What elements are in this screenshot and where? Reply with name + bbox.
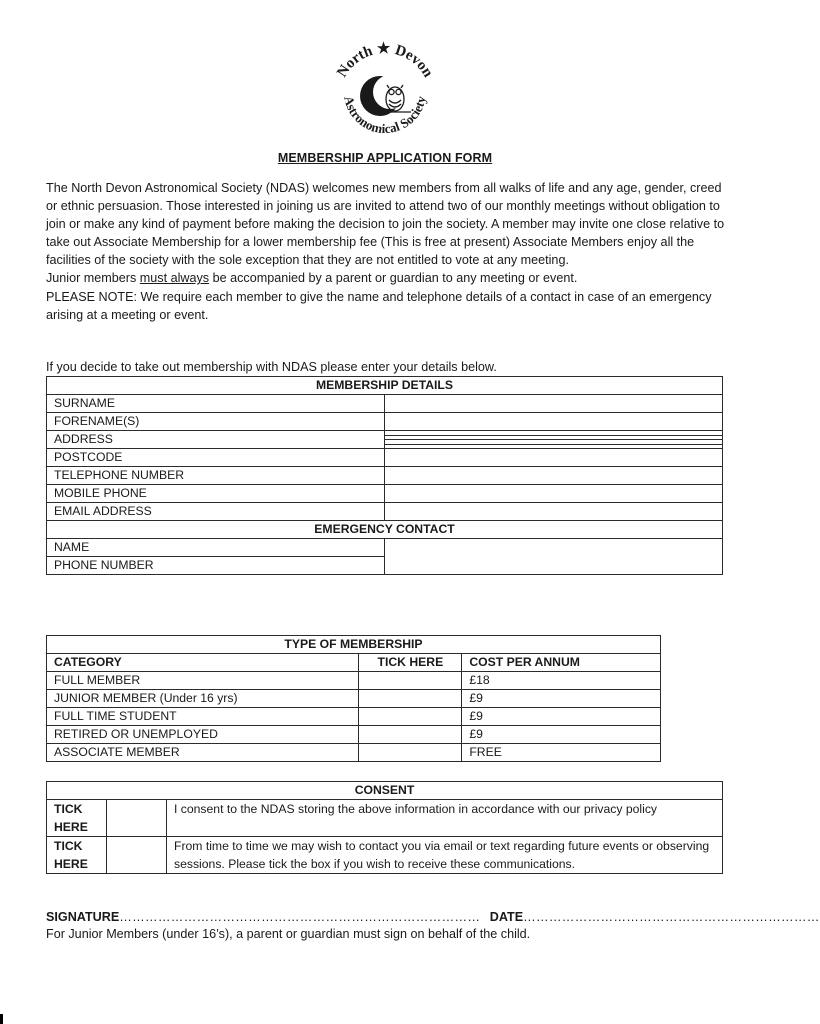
address-label: ADDRESS (47, 431, 385, 449)
form-title: MEMBERSHIP APPLICATION FORM (277, 151, 493, 165)
consent-contact-text: From time to time we may wish to contact you via email or text regarding future events or observing sessions. Please tick the box if you wish to receive these communications. (167, 837, 723, 874)
membership-type-heading: TYPE OF MEMBERSHIP (47, 636, 661, 654)
category-column-header: CATEGORY (47, 654, 359, 672)
tick-box-student[interactable] (359, 708, 462, 726)
forenames-field[interactable] (385, 413, 723, 431)
surname-label: SURNAME (47, 395, 385, 413)
ndas-logo (326, 36, 444, 142)
scan-mark (0, 1014, 3, 1024)
signature-section (46, 909, 820, 943)
junior-note-paragraph: Junior members must always be accompanied by a parent or guardian to any meeting or event. (46, 271, 578, 286)
table-row (47, 690, 661, 708)
category-associate: ASSOCIATE MEMBER (47, 744, 359, 762)
membership-type-table (46, 635, 661, 762)
consent-contact-tick-box[interactable] (107, 837, 167, 874)
telephone-label: TELEPHONE NUMBER (47, 467, 385, 485)
category-retired: RETIRED OR UNEMPLOYED (47, 726, 359, 744)
table-row (47, 708, 661, 726)
date-line[interactable]: …………………………………………………………… (523, 910, 820, 924)
intro-paragraph: The North Devon Astronomical Society (NDAS) welcomes new members from all walks of life and any age, gender, creed or ethnic persuasion. Those interested in joining us are invited to attend two of our monthly meetings without obligation to join or make any kind of payment before making the decision to join the society. A member may invite one close relative to take out Associate Membership for a lower membership fee (This is free at present) Associate Members enjoy all the facilities of the society with the sole exception that they are not entitled to vote at any meeting. (46, 181, 725, 268)
tick-box-junior-member[interactable] (359, 690, 462, 708)
tick-box-associate[interactable] (359, 744, 462, 762)
signature-line[interactable]: ………………………………………………………………………… (119, 910, 481, 924)
cost-full-member: £18 (462, 672, 661, 690)
cost-student: £9 (462, 708, 661, 726)
consent-heading: CONSENT (47, 782, 723, 800)
table-row (47, 837, 723, 874)
email-field[interactable] (385, 503, 723, 521)
postcode-label: POSTCODE (47, 449, 385, 467)
surname-field[interactable] (385, 395, 723, 413)
emergency-name-label: NAME (47, 539, 385, 557)
consent-storage-text: I consent to the NDAS storing the above information in accordance with our privacy policy (167, 800, 723, 837)
cost-junior-member: £9 (462, 690, 661, 708)
forenames-label: FORENAME(S) (47, 413, 385, 431)
details-lead-text: If you decide to take out membership with NDAS please enter your details below. (46, 360, 497, 374)
cost-associate: FREE (462, 744, 661, 762)
category-student: FULL TIME STUDENT (47, 708, 359, 726)
logo-ring-text-top: North ★ Devon (334, 40, 436, 81)
consent-table (46, 781, 723, 874)
tick-box-retired[interactable] (359, 726, 462, 744)
cost-column-header: COST PER ANNUM (462, 654, 661, 672)
emergency-contact-field[interactable] (385, 539, 723, 575)
mobile-label: MOBILE PHONE (47, 485, 385, 503)
date-label: DATE (489, 910, 524, 924)
consent-tick-label: TICK HERE (47, 800, 107, 837)
membership-details-table (46, 376, 723, 575)
tick-column-header: TICK HERE (359, 654, 462, 672)
logo-ring-text-bottom: Astronomical Society (341, 94, 429, 137)
table-row (47, 744, 661, 762)
telephone-field[interactable] (385, 467, 723, 485)
please-note-paragraph: PLEASE NOTE: We require each member to give the name and telephone details of a contact in case of an emergency arising at a meeting or event. (46, 289, 712, 322)
signature-label: SIGNATURE (46, 910, 120, 924)
email-label: EMAIL ADDRESS (47, 503, 385, 521)
table-row (47, 672, 661, 690)
membership-details-heading: MEMBERSHIP DETAILS (47, 377, 723, 395)
postcode-field[interactable] (385, 449, 723, 467)
cost-retired: £9 (462, 726, 661, 744)
table-row (47, 800, 723, 837)
emergency-phone-label: PHONE NUMBER (47, 557, 385, 575)
emergency-contact-heading: EMERGENCY CONTACT (47, 521, 723, 539)
intro-text (46, 179, 730, 324)
category-junior-member: JUNIOR MEMBER (Under 16 yrs) (47, 690, 359, 708)
junior-signature-note: For Junior Members (under 16’s), a parent or guardian must sign on behalf of the child. (46, 927, 531, 941)
consent-tick-label: TICK HERE (47, 837, 107, 874)
consent-storage-tick-box[interactable] (107, 800, 167, 837)
table-row (47, 726, 661, 744)
mobile-field[interactable] (385, 485, 723, 503)
category-full-member: FULL MEMBER (47, 672, 359, 690)
tick-box-full-member[interactable] (359, 672, 462, 690)
